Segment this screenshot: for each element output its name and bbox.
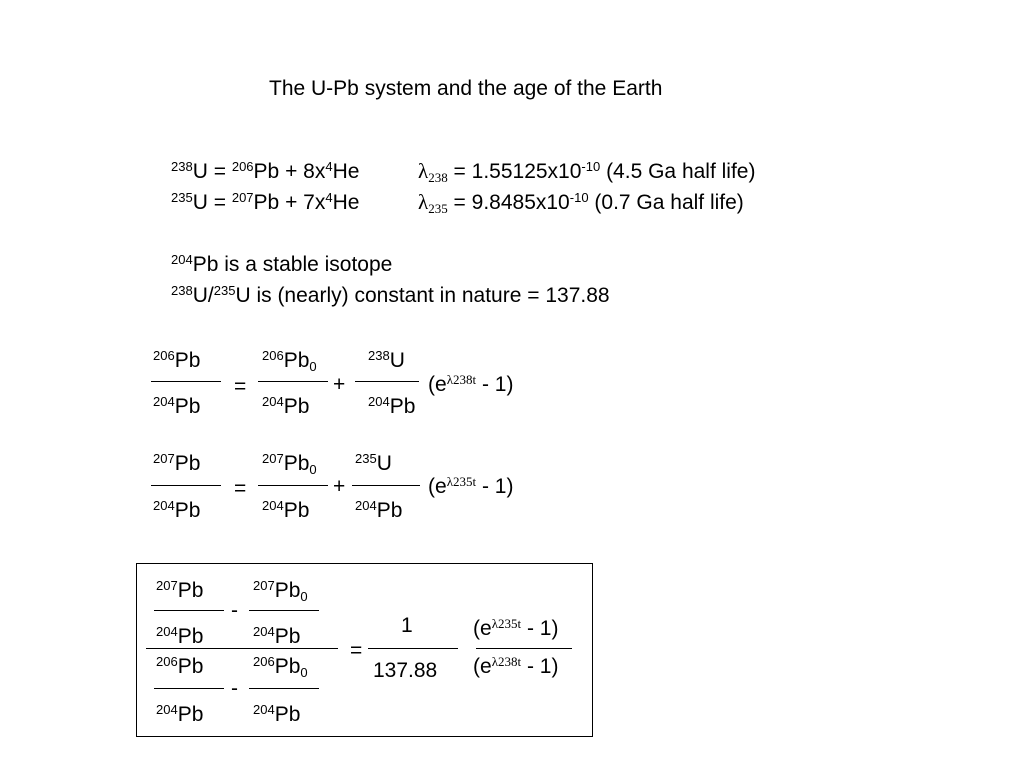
isotope-mass: 238 (368, 347, 390, 363)
initial-subscript: 0 (300, 588, 308, 604)
isotope-mass: 204 (262, 497, 284, 513)
lambda-subscript: 238 (428, 169, 448, 185)
numerator (156, 653, 204, 678)
operator: + 7x (279, 191, 326, 214)
element: Pb (174, 499, 201, 522)
exponent (492, 654, 521, 669)
decay-reaction-238 (171, 158, 360, 183)
fraction-bar (151, 381, 221, 382)
element: Pb (177, 703, 204, 726)
element: U (389, 349, 405, 372)
lambda-symbol: λ (491, 615, 498, 631)
exp-open: (e (473, 617, 492, 640)
minus-sign: - (231, 599, 238, 622)
element: Pb (177, 579, 204, 602)
decay-constant-238 (418, 158, 756, 185)
isotope-mass: 4 (325, 158, 333, 174)
exponential-term (428, 371, 514, 396)
element: Pb (177, 625, 204, 648)
decay-constant-value: = 9.8485x10 (447, 191, 570, 214)
initial-subscript: 0 (309, 461, 317, 477)
fraction-bar (249, 610, 319, 611)
lambda-symbol: λ (418, 159, 429, 183)
isotope-mass: 204 (171, 251, 193, 267)
plus-sign: + (333, 475, 346, 498)
denominator (156, 701, 204, 726)
isotope-mass: 204 (355, 497, 377, 513)
exp-open: (e (473, 655, 492, 678)
isotope-mass: 235 (355, 450, 377, 466)
element: Pb (376, 499, 403, 522)
isotope-mass: 4 (325, 189, 333, 205)
note-stable-isotope (171, 251, 393, 276)
exp-open: (e (428, 373, 447, 396)
exponent-text: 238t (453, 371, 477, 387)
isotope-mass: 207 (262, 450, 284, 466)
isotope-mass: 206 (253, 653, 275, 669)
fraction-bar (154, 688, 224, 689)
element: Pb (283, 499, 310, 522)
exponential-term (473, 653, 559, 678)
element: Pb (177, 655, 204, 678)
isotope-mass: 238 (171, 282, 193, 298)
plus-sign: + (333, 373, 346, 396)
denominator (153, 393, 201, 418)
half-life: (0.7 Ga half life) (588, 191, 744, 214)
exponent (447, 474, 476, 489)
exp-close: - 1) (476, 373, 514, 396)
isotope-mass: 204 (253, 701, 275, 717)
operator: = (207, 160, 232, 183)
denominator (368, 393, 416, 418)
uranium-ratio: 137.88 (373, 659, 438, 682)
numerator (368, 347, 405, 372)
exponent (492, 616, 521, 631)
lambda-symbol: λ (446, 473, 453, 489)
isotope-mass: 238 (171, 158, 193, 174)
denominator (262, 497, 310, 522)
denominator (253, 701, 301, 726)
half-life: (4.5 Ga half life) (600, 160, 756, 183)
exponent (447, 372, 476, 387)
numerator (156, 577, 204, 602)
element: Pb (174, 349, 201, 372)
lambda-symbol: λ (446, 371, 453, 387)
lambda-symbol: λ (418, 190, 429, 214)
decay-constant-235 (418, 189, 744, 216)
equals-sign: = (234, 477, 247, 500)
note-uranium-ratio (171, 282, 610, 307)
lambda-subscript: 235 (428, 200, 448, 216)
lambda-symbol: λ (491, 653, 498, 669)
fraction-bar (355, 381, 419, 382)
fraction-bar (154, 610, 224, 611)
fraction-bar (258, 485, 328, 486)
exponential-term (428, 473, 514, 498)
fraction-bar (258, 381, 328, 382)
isotope-mass: 204 (153, 393, 175, 409)
exponent-text: 238t (498, 653, 522, 669)
element: Pb (274, 655, 301, 678)
numerator (262, 450, 317, 477)
page-title: The U-Pb system and the age of the Earth (269, 77, 663, 100)
exp-close: - 1) (521, 617, 559, 640)
numerator (253, 577, 308, 604)
numerator (262, 347, 317, 374)
fraction-bar (151, 485, 221, 486)
isotope-mass: 207 (156, 577, 178, 593)
equals-sign: = (234, 375, 247, 398)
note-text: U is (nearly) constant in nature = 137.88 (235, 284, 610, 307)
element: He (332, 191, 360, 214)
initial-subscript: 0 (309, 358, 317, 374)
element: U (192, 191, 208, 214)
main-fraction-bar (146, 648, 338, 649)
isotope-mass: 204 (153, 497, 175, 513)
exponent: -10 (581, 158, 601, 174)
element: Pb (283, 452, 310, 475)
numerator (355, 450, 392, 475)
initial-subscript: 0 (300, 664, 308, 680)
isotope-mass: 235 (171, 189, 193, 205)
element: Pb (389, 395, 416, 418)
numerator-one: 1 (401, 614, 413, 637)
exponent-text: 235t (453, 473, 477, 489)
element: Pb (274, 579, 301, 602)
isotope-mass: 204 (368, 393, 390, 409)
element: U (192, 160, 208, 183)
fraction-bar (249, 688, 319, 689)
exponential-term (473, 615, 559, 640)
element: U (376, 452, 392, 475)
isotope-mass: 204 (156, 623, 178, 639)
element: Pb (274, 703, 301, 726)
denominator (156, 623, 204, 648)
fraction-bar (352, 485, 420, 486)
exponent-text: 235t (498, 615, 522, 631)
element: Pb (174, 452, 201, 475)
element: He (332, 160, 360, 183)
isochron-equation-box (136, 563, 593, 737)
exp-close: - 1) (476, 475, 514, 498)
decay-constant-value: = 1.55125x10 (447, 160, 582, 183)
operator: = (207, 191, 232, 214)
element: Pb (253, 160, 280, 183)
isotope-mass: 206 (153, 347, 175, 363)
element: Pb (274, 625, 301, 648)
operator: + 8x (279, 160, 326, 183)
isotope-mass: 206 (156, 653, 178, 669)
isotope-mass: 235 (213, 282, 236, 298)
fraction-bar (476, 648, 572, 649)
isotope-mass: 204 (262, 393, 284, 409)
denominator (262, 393, 310, 418)
isotope-mass: 204 (253, 623, 275, 639)
exp-open: (e (428, 475, 447, 498)
isotope-mass: 207 (231, 189, 254, 205)
exponent: -10 (569, 189, 589, 205)
element: Pb (253, 191, 280, 214)
numerator (153, 450, 201, 475)
fraction-bar (368, 648, 458, 649)
element: Pb (283, 349, 310, 372)
equals-sign: = (350, 639, 363, 662)
element: U/ (192, 284, 214, 307)
isotope-mass: 204 (156, 701, 178, 717)
denominator (153, 497, 201, 522)
isotope-mass: 207 (253, 577, 275, 593)
denominator (253, 623, 301, 648)
element: Pb (283, 395, 310, 418)
decay-reaction-235 (171, 189, 360, 214)
minus-sign: - (231, 677, 238, 700)
denominator (355, 497, 403, 522)
isotope-mass: 207 (153, 450, 175, 466)
numerator (253, 653, 308, 680)
note-text: Pb is a stable isotope (192, 253, 393, 276)
element: Pb (174, 395, 201, 418)
numerator (153, 347, 201, 372)
isotope-mass: 206 (262, 347, 284, 363)
isotope-mass: 206 (231, 158, 254, 174)
exp-close: - 1) (521, 655, 559, 678)
